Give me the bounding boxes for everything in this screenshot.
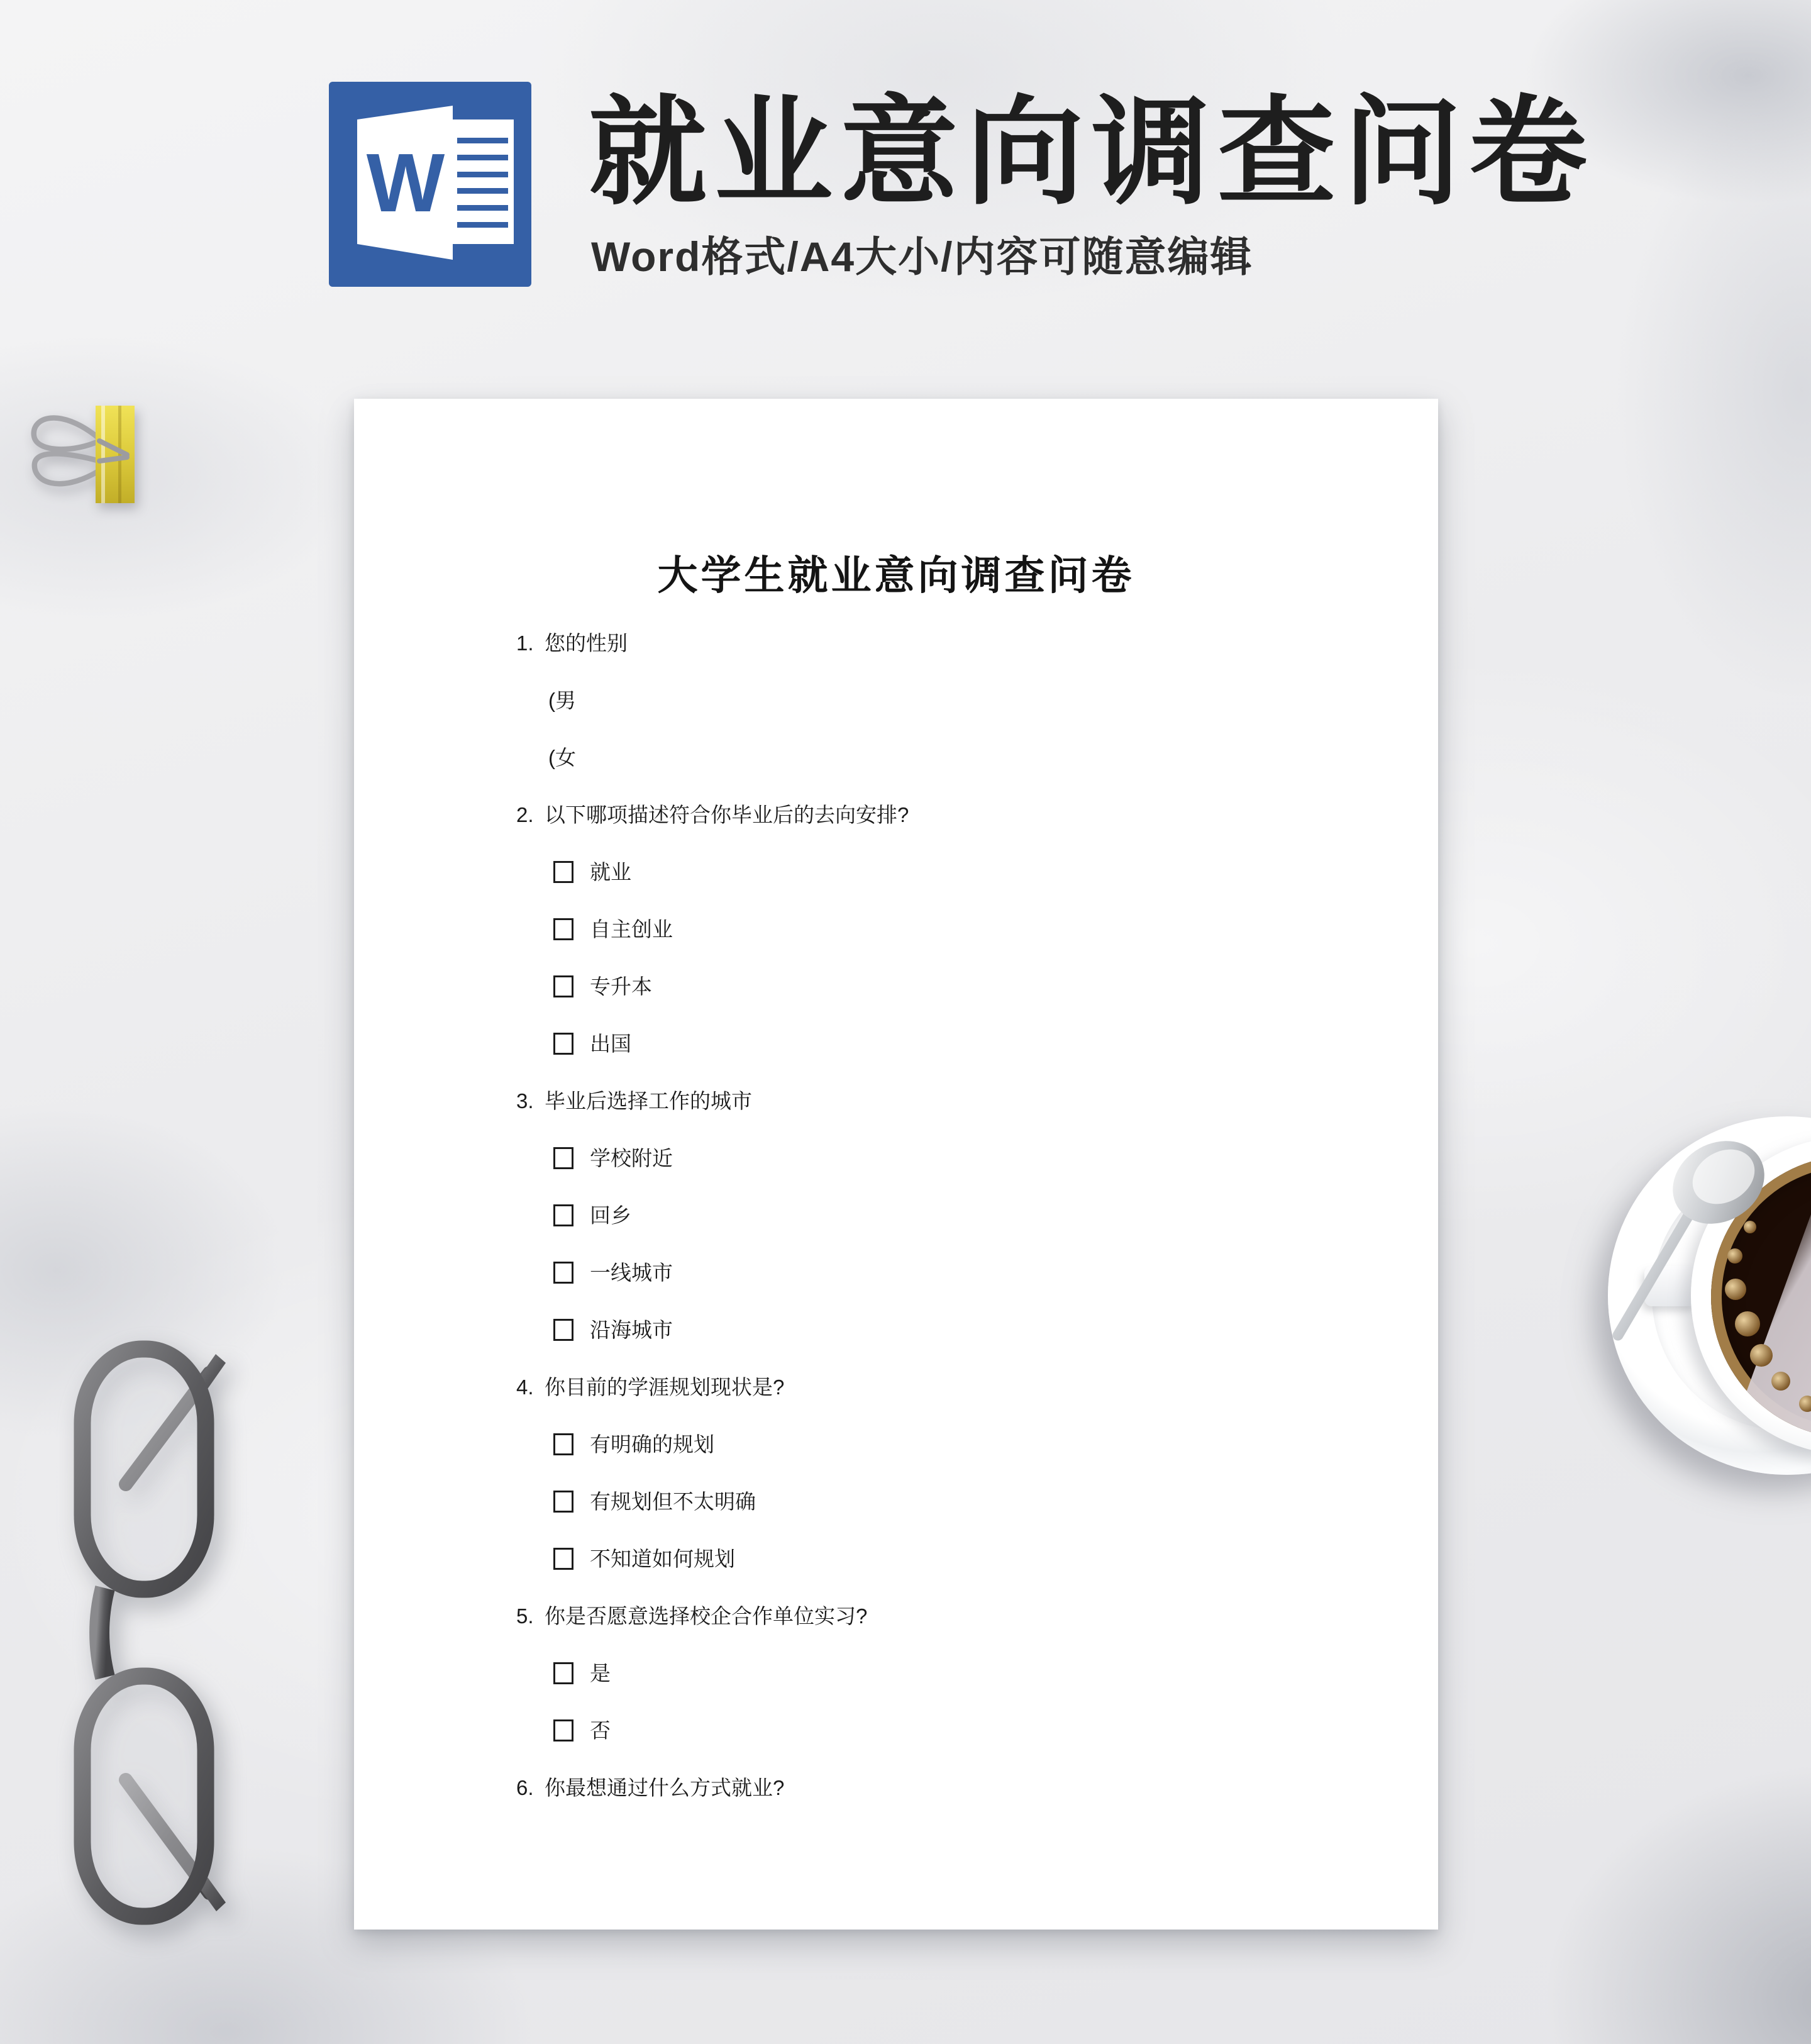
question-number: 1.	[516, 631, 534, 655]
checkbox-icon	[553, 1262, 573, 1284]
option-label: (女	[548, 746, 576, 769]
word-logo-letter: W	[366, 136, 445, 229]
checkbox-icon	[553, 1033, 573, 1055]
option-label: 学校附近	[590, 1147, 673, 1170]
option-row	[516, 1546, 1407, 1603]
word-logo-icon	[329, 82, 531, 287]
option-label: 一线城市	[590, 1261, 673, 1284]
option-row	[516, 1203, 1407, 1260]
option-label: 是	[590, 1662, 611, 1685]
product-title: 就业意向调查问卷	[589, 86, 1595, 218]
option-label: 沿海城市	[590, 1318, 673, 1341]
option-label: 出国	[590, 1032, 631, 1055]
option-row	[516, 1145, 1407, 1203]
option-label: 有规划但不太明确	[590, 1490, 756, 1513]
checkbox-icon	[553, 1433, 573, 1455]
foam-bubble	[1799, 1396, 1811, 1412]
checkbox-icon	[553, 1662, 573, 1684]
checkbox-icon	[553, 975, 573, 997]
option-label: 有明确的规划	[590, 1433, 714, 1456]
document-page	[354, 399, 1438, 1930]
option-row	[516, 1489, 1407, 1546]
option-label: 专升本	[590, 975, 652, 998]
option-row	[516, 687, 1407, 745]
option-row	[516, 1317, 1407, 1374]
checkbox-icon	[553, 1319, 573, 1341]
document-title: 大学生就业意向调查问卷	[657, 553, 1135, 598]
question-number: 3.	[516, 1089, 534, 1113]
checkbox-icon	[553, 918, 573, 940]
question-text: 你最想通过什么方式就业?	[545, 1776, 785, 1799]
glasses-lens	[82, 1349, 206, 1589]
checkbox-icon	[553, 1719, 573, 1741]
eyeglasses	[72, 1336, 226, 1931]
question-text: 你是否愿意选择校企合作单位实习?	[545, 1604, 868, 1628]
checkbox-icon	[553, 1548, 573, 1570]
option-row	[516, 1660, 1407, 1718]
option-label: 回乡	[590, 1204, 631, 1227]
product-subtitle: Word格式/A4大小/内容可随意编辑	[591, 233, 1253, 280]
option-row	[516, 1260, 1407, 1317]
option-row	[516, 859, 1407, 916]
question-number: 6.	[516, 1776, 534, 1799]
option-row	[516, 1718, 1407, 1775]
question-number: 2.	[516, 803, 534, 826]
question-row-5	[516, 1603, 1407, 1660]
coffee-cup-group	[1608, 1116, 1811, 1475]
checkbox-icon	[553, 1147, 573, 1169]
checkbox-icon	[553, 1491, 573, 1513]
option-row	[516, 1031, 1407, 1088]
checkbox-icon	[553, 1204, 573, 1226]
glasses-bridge	[99, 1588, 105, 1677]
question-row-3	[516, 1088, 1407, 1145]
checkbox-icon	[553, 861, 573, 883]
spoon-icon	[1608, 1116, 1809, 1380]
question-row-4	[516, 1374, 1407, 1431]
question-text: 以下哪项描述符合你毕业后的去向安排?	[545, 803, 909, 826]
question-row-6	[516, 1775, 1407, 1832]
question-number: 4.	[516, 1375, 534, 1399]
option-label: 不知道如何规划	[590, 1547, 735, 1570]
option-label: 就业	[590, 860, 631, 884]
question-row-1	[516, 630, 1407, 687]
glasses-lens	[82, 1676, 206, 1916]
option-label: 否	[590, 1719, 611, 1742]
option-row	[516, 745, 1407, 802]
option-row	[516, 1431, 1407, 1489]
questionnaire	[516, 630, 1407, 1832]
option-label: (男	[548, 689, 576, 712]
question-text: 您的性别	[545, 631, 628, 655]
option-row	[516, 916, 1407, 974]
question-row-2	[516, 802, 1407, 859]
option-label: 自主创业	[590, 918, 673, 941]
binder-clip	[25, 399, 141, 509]
question-number: 5.	[516, 1604, 534, 1628]
option-row	[516, 974, 1407, 1031]
question-text: 你目前的学涯规划现状是?	[545, 1375, 785, 1399]
question-text: 毕业后选择工作的城市	[545, 1089, 752, 1113]
